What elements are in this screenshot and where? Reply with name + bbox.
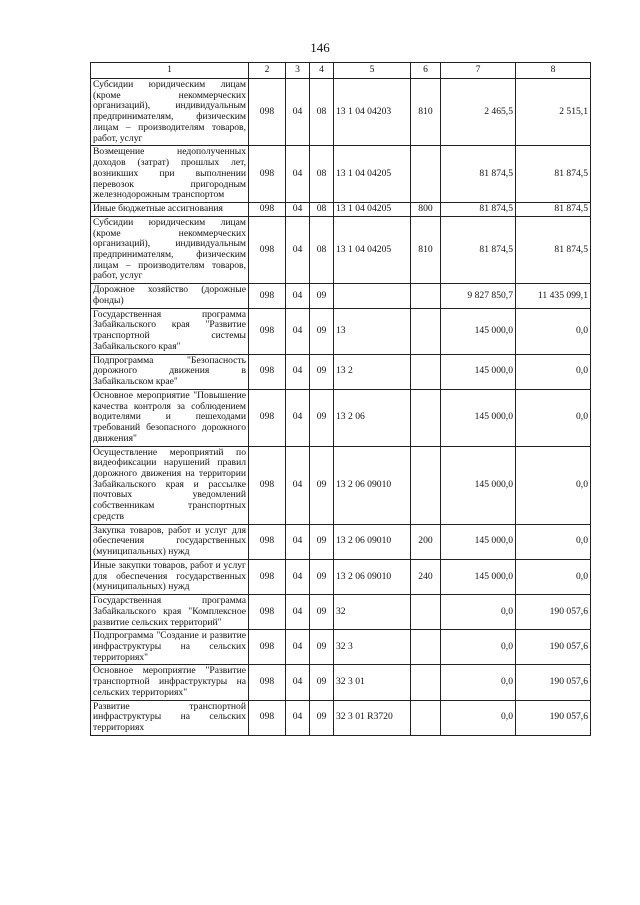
cell-name: Субсидии юридическим лицам (кроме некоммерческих организаций), индивидуальным предпринимателям, физическим лицам – производителям товаров, работ, услуг bbox=[91, 79, 249, 146]
cell-expense-type bbox=[411, 308, 441, 354]
cell-ved-code: 098 bbox=[249, 559, 286, 594]
cell-ved-code: 098 bbox=[249, 203, 286, 217]
table-header-row bbox=[91, 63, 591, 79]
table-row bbox=[91, 354, 591, 389]
cell-subsection-code: 09 bbox=[310, 354, 334, 389]
cell-amount-year-2: 0,0 bbox=[516, 446, 591, 524]
cell-amount-year-2: 190 057,6 bbox=[516, 700, 591, 735]
cell-subsection-code: 09 bbox=[310, 700, 334, 735]
cell-target-article: 13 1 04 04205 bbox=[334, 216, 411, 283]
table-row bbox=[91, 524, 591, 559]
cell-target-article: 32 bbox=[334, 595, 411, 630]
cell-amount-year-2: 2 515,1 bbox=[516, 79, 591, 146]
cell-amount-year-1: 0,0 bbox=[441, 630, 516, 665]
cell-name: Закупка товаров, работ и услуг для обеспечения государственных (муниципальных) нужд bbox=[91, 524, 249, 559]
cell-amount-year-2: 0,0 bbox=[516, 524, 591, 559]
cell-target-article: 32 3 01 R3720 bbox=[334, 700, 411, 735]
cell-amount-year-1: 145 000,0 bbox=[441, 354, 516, 389]
table-row bbox=[91, 630, 591, 665]
cell-section-code: 04 bbox=[286, 146, 310, 203]
cell-subsection-code: 09 bbox=[310, 446, 334, 524]
cell-ved-code: 098 bbox=[249, 146, 286, 203]
cell-section-code: 04 bbox=[286, 700, 310, 735]
cell-amount-year-1: 0,0 bbox=[441, 595, 516, 630]
cell-name: Подпрограмма "Создание и развитие инфраструктуры на сельских территориях" bbox=[91, 630, 249, 665]
table-row bbox=[91, 665, 591, 700]
cell-amount-year-1: 0,0 bbox=[441, 665, 516, 700]
cell-ved-code: 098 bbox=[249, 216, 286, 283]
budget-table bbox=[90, 62, 591, 736]
cell-amount-year-1: 0,0 bbox=[441, 700, 516, 735]
cell-ved-code: 098 bbox=[249, 700, 286, 735]
cell-amount-year-2: 0,0 bbox=[516, 354, 591, 389]
table-row bbox=[91, 216, 591, 283]
cell-amount-year-2: 190 057,6 bbox=[516, 595, 591, 630]
cell-subsection-code: 09 bbox=[310, 630, 334, 665]
cell-target-article: 13 2 06 09010 bbox=[334, 524, 411, 559]
column-header-2: 2 bbox=[249, 63, 286, 79]
cell-amount-year-1: 145 000,0 bbox=[441, 524, 516, 559]
cell-amount-year-2: 190 057,6 bbox=[516, 630, 591, 665]
cell-subsection-code: 08 bbox=[310, 79, 334, 146]
cell-section-code: 04 bbox=[286, 354, 310, 389]
cell-amount-year-2: 0,0 bbox=[516, 308, 591, 354]
column-header-3: 3 bbox=[286, 63, 310, 79]
cell-target-article: 13 1 04 04203 bbox=[334, 79, 411, 146]
cell-expense-type bbox=[411, 700, 441, 735]
table-row bbox=[91, 203, 591, 217]
cell-target-article: 13 2 06 09010 bbox=[334, 559, 411, 594]
column-header-8: 8 bbox=[516, 63, 591, 79]
cell-section-code: 04 bbox=[286, 446, 310, 524]
table-row bbox=[91, 700, 591, 735]
cell-ved-code: 098 bbox=[249, 630, 286, 665]
cell-amount-year-2: 0,0 bbox=[516, 389, 591, 446]
cell-subsection-code: 09 bbox=[310, 665, 334, 700]
cell-amount-year-1: 81 874,5 bbox=[441, 203, 516, 217]
cell-amount-year-2: 81 874,5 bbox=[516, 216, 591, 283]
cell-target-article: 13 2 06 bbox=[334, 389, 411, 446]
cell-name: Государственная программа Забайкальского края "Развитие транспортной системы Забайкальского края" bbox=[91, 308, 249, 354]
cell-subsection-code: 09 bbox=[310, 595, 334, 630]
cell-expense-type bbox=[411, 146, 441, 203]
cell-section-code: 04 bbox=[286, 524, 310, 559]
cell-subsection-code: 09 bbox=[310, 284, 334, 308]
cell-amount-year-1: 145 000,0 bbox=[441, 559, 516, 594]
cell-name: Дорожное хозяйство (дорожные фонды) bbox=[91, 284, 249, 308]
cell-ved-code: 098 bbox=[249, 354, 286, 389]
cell-target-article: 13 2 bbox=[334, 354, 411, 389]
cell-section-code: 04 bbox=[286, 284, 310, 308]
cell-ved-code: 098 bbox=[249, 79, 286, 146]
cell-subsection-code: 08 bbox=[310, 146, 334, 203]
cell-subsection-code: 09 bbox=[310, 524, 334, 559]
cell-amount-year-1: 2 465,5 bbox=[441, 79, 516, 146]
cell-ved-code: 098 bbox=[249, 665, 286, 700]
table-row bbox=[91, 284, 591, 308]
cell-expense-type: 240 bbox=[411, 559, 441, 594]
cell-amount-year-2: 81 874,5 bbox=[516, 146, 591, 203]
cell-section-code: 04 bbox=[286, 389, 310, 446]
cell-target-article: 32 3 01 bbox=[334, 665, 411, 700]
cell-target-article: 13 1 04 04205 bbox=[334, 203, 411, 217]
cell-section-code: 04 bbox=[286, 79, 310, 146]
cell-name: Иные бюджетные ассигнования bbox=[91, 203, 249, 217]
cell-section-code: 04 bbox=[286, 308, 310, 354]
cell-amount-year-2: 0,0 bbox=[516, 559, 591, 594]
cell-name: Развитие транспортной инфраструктуры на сельских территориях bbox=[91, 700, 249, 735]
cell-amount-year-1: 145 000,0 bbox=[441, 389, 516, 446]
column-header-7: 7 bbox=[441, 63, 516, 79]
cell-expense-type: 810 bbox=[411, 79, 441, 146]
cell-section-code: 04 bbox=[286, 630, 310, 665]
cell-ved-code: 098 bbox=[249, 284, 286, 308]
cell-amount-year-2: 11 435 099,1 bbox=[516, 284, 591, 308]
column-header-6: 6 bbox=[411, 63, 441, 79]
cell-section-code: 04 bbox=[286, 559, 310, 594]
table-row bbox=[91, 559, 591, 594]
table-row bbox=[91, 146, 591, 203]
cell-name: Возмещение недополученных доходов (затрат) прошлых лет, возникших при выполнении перевозок пригородным железнодорожным транспортом bbox=[91, 146, 249, 203]
column-header-4: 4 bbox=[310, 63, 334, 79]
cell-subsection-code: 09 bbox=[310, 389, 334, 446]
cell-subsection-code: 08 bbox=[310, 203, 334, 217]
cell-amount-year-1: 145 000,0 bbox=[441, 446, 516, 524]
table-row bbox=[91, 595, 591, 630]
cell-expense-type bbox=[411, 665, 441, 700]
table-row bbox=[91, 389, 591, 446]
cell-target-article: 32 3 bbox=[334, 630, 411, 665]
cell-name: Государственная программа Забайкальского края "Комплексное развитие сельских территорий" bbox=[91, 595, 249, 630]
cell-target-article: 13 2 06 09010 bbox=[334, 446, 411, 524]
cell-section-code: 04 bbox=[286, 203, 310, 217]
cell-subsection-code: 08 bbox=[310, 216, 334, 283]
cell-expense-type: 800 bbox=[411, 203, 441, 217]
cell-expense-type bbox=[411, 446, 441, 524]
cell-amount-year-1: 9 827 850,7 bbox=[441, 284, 516, 308]
cell-ved-code: 098 bbox=[249, 446, 286, 524]
column-header-5: 5 bbox=[334, 63, 411, 79]
cell-target-article bbox=[334, 284, 411, 308]
cell-ved-code: 098 bbox=[249, 595, 286, 630]
cell-amount-year-2: 190 057,6 bbox=[516, 665, 591, 700]
cell-amount-year-2: 81 874,5 bbox=[516, 203, 591, 217]
cell-name: Субсидии юридическим лицам (кроме некоммерческих организаций), индивидуальным предпринимателям, физическим лицам – производителям товаров, работ, услуг bbox=[91, 216, 249, 283]
cell-expense-type bbox=[411, 354, 441, 389]
cell-ved-code: 098 bbox=[249, 524, 286, 559]
cell-expense-type bbox=[411, 284, 441, 308]
cell-name: Основное мероприятие "Развитие транспортной инфраструктуры на сельских территориях" bbox=[91, 665, 249, 700]
table-row bbox=[91, 308, 591, 354]
cell-name: Иные закупки товаров, работ и услуг для обеспечения государственных (муниципальных) нужд bbox=[91, 559, 249, 594]
cell-ved-code: 098 bbox=[249, 389, 286, 446]
cell-section-code: 04 bbox=[286, 216, 310, 283]
cell-expense-type bbox=[411, 389, 441, 446]
cell-target-article: 13 1 04 04205 bbox=[334, 146, 411, 203]
cell-subsection-code: 09 bbox=[310, 559, 334, 594]
cell-section-code: 04 bbox=[286, 665, 310, 700]
cell-expense-type bbox=[411, 630, 441, 665]
table-row bbox=[91, 79, 591, 146]
cell-name: Основное мероприятие "Повышение качества контроля за соблюдением водителями и пешеходами требований безопасного дорожного движения" bbox=[91, 389, 249, 446]
cell-ved-code: 098 bbox=[249, 308, 286, 354]
cell-name: Осуществление мероприятий по видеофиксации нарушений правил дорожного движения на территории Забайкальского края и рассылке почтовых уведомлений собственникам транспортных средств bbox=[91, 446, 249, 524]
cell-subsection-code: 09 bbox=[310, 308, 334, 354]
cell-target-article: 13 bbox=[334, 308, 411, 354]
cell-expense-type: 200 bbox=[411, 524, 441, 559]
cell-expense-type bbox=[411, 595, 441, 630]
table-row bbox=[91, 446, 591, 524]
cell-amount-year-1: 81 874,5 bbox=[441, 146, 516, 203]
cell-amount-year-1: 145 000,0 bbox=[441, 308, 516, 354]
page-number: 146 bbox=[310, 40, 330, 55]
cell-expense-type: 810 bbox=[411, 216, 441, 283]
column-header-1: 1 bbox=[91, 63, 249, 79]
cell-name: Подпрограмма "Безопасность дорожного движения в Забайкальском крае" bbox=[91, 354, 249, 389]
table-body bbox=[91, 79, 591, 736]
cell-section-code: 04 bbox=[286, 595, 310, 630]
cell-amount-year-1: 81 874,5 bbox=[441, 216, 516, 283]
